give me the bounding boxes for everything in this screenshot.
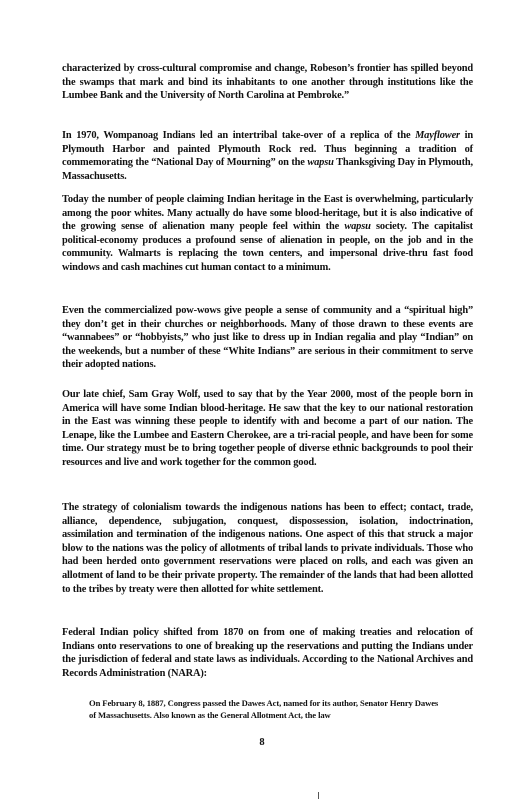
paragraph-sam-gray-wolf: Our late chief, Sam Gray Wolf, used to say that by the Year 2000, most of the people born in America will have some Indian blood-heritage. He saw that the key to our national restoration in the East was winning these people to identify with and become a part of our nation. The Lenape, like the Lumbee and Eastern Cherokee, are a tri-racial people, and have been for some time. Our strategy must be to bring together people of diverse ethnic backgrounds to pool their resources and live and work together for the common good. [62,389,473,468]
paragraph-federal-indian-policy: Federal Indian policy shifted from 1870 on from one of making treaties and relocation of Indians onto reservations to one of breaking up the reservations and putting the Indians under the jurisdiction of federal and state laws as individuals. According to the National Archives and Records Administration (NARA): [62,627,473,679]
text-span: society. The capitalist political-economy produces a profound sense of alienation in people, on the job and in the community. Walmarts is replacing the town centers, and impersonal drive-thru fast food windows and cash machines cut human contact to a minimum. [62,221,473,273]
text-span: Thanksgiving Day in Plymouth, Massachusetts. [62,157,473,182]
italic-term-wapsu: wapsu [307,157,334,169]
page-number: 8 [259,737,265,748]
italic-term-mayflower: Mayflower [415,130,460,141]
paragraph-indian-heritage-alienation [62,193,473,275]
text-span: Today the number of people claiming Indian heritage in the East is overwhelming, particularly among the poor whites. Many actually do have some blood-heritage, but it is also indicative of the growing sense of alienation many people feel within the [62,194,473,233]
block-quote-dawes-act: On February 8, 1887, Congress passed the Dawes Act, named for its author, Senator Henry Dawes of Massachusetts. Also known as the General Allotment Act, the law [89,698,439,720]
italic-term-wapsu: wapsu [344,221,371,233]
paragraph-robeson-frontier: characterized by cross-cultural compromise and change, Robeson’s frontier has spilled beyond the swamps that mark and bind its inhabitants to one another through institutions like the Lumbee Bank and the University of North Carolina at Pembroke.” [62,63,473,102]
scan-speck [318,792,319,799]
paragraph-strategy-of-colonialism: The strategy of colonialism towards the indigenous nations has been to effect; contact, trade, alliance, dependence, subjugation, conquest, dispossession, isolation, indoctrination, assimilation and termination of the indigenous nations. One aspect of this that struck a major blow to the nations was the policy of allotments of tribal lands to private individuals. Those who had been herded onto government reservations were placed on rolls, and each was given an allotment of land to be their private property. The remainder of the lands that had been allotted to the tribes by treaty were then allotted for white settlement. [62,502,473,595]
paragraph-pow-wows: Even the commercialized pow-wows give people a sense of community and a “spiritual high” they don’t get in their churches or neighborhoods. Many of those drawn to these events are “wannabees” or “hobbyists,” who just like to dress up in Indian regalia and play “Indian” on the weekends, but a number of these “White Indians” are serious in their commitment to serve their adopted nations. [62,305,473,371]
text-span: In 1970, Wompanoag Indians led an intertribal take-over of a replica of the [62,130,416,141]
paragraph-national-day-of-mourning [62,129,473,183]
text-span: in Plymouth Harbor and painted Plymouth Rock red. Thus beginning a tradition of commemorating the “National Day of Mourning” on the [62,130,473,169]
